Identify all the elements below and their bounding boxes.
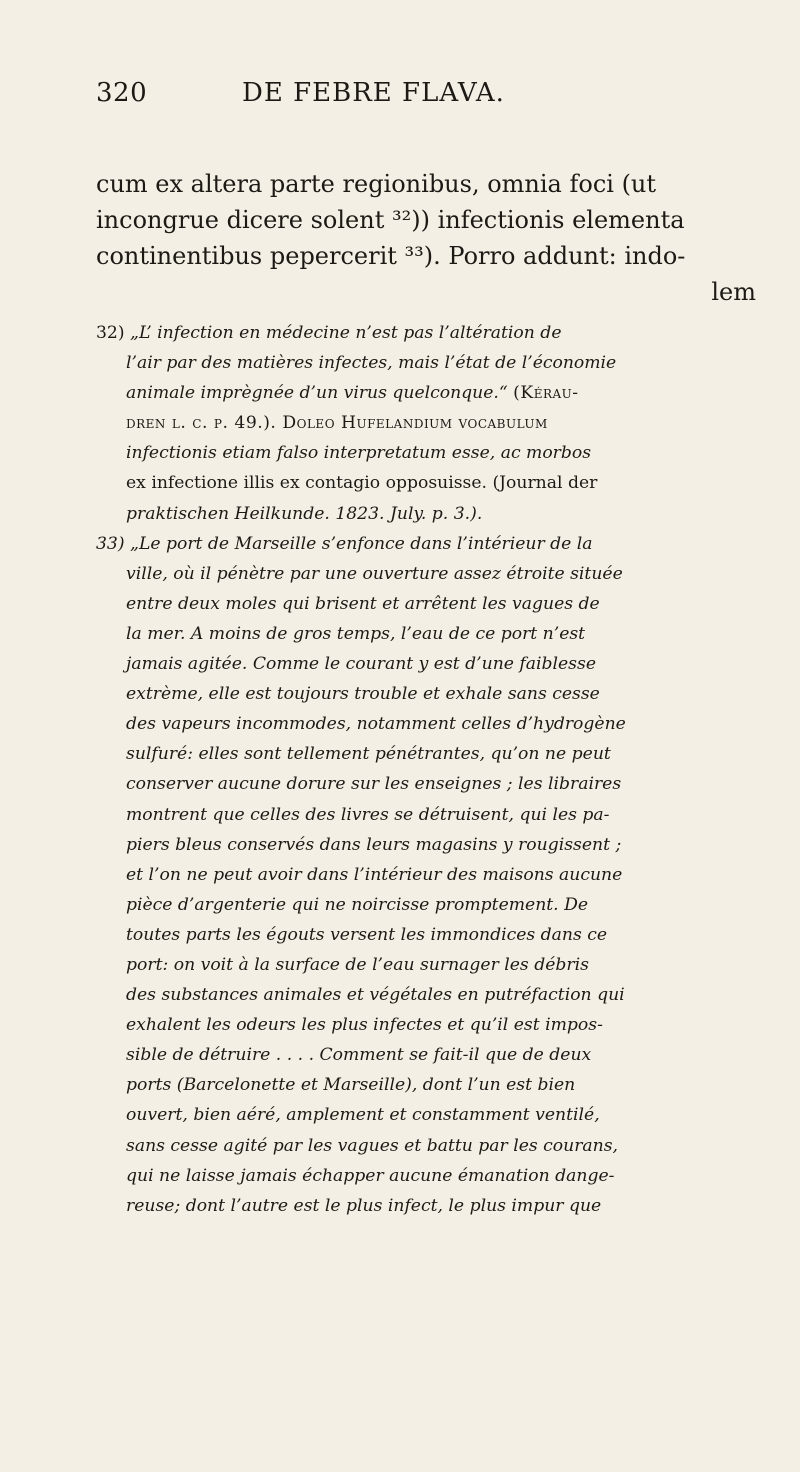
footnote-text: dren l. c. p. 49.). Doleo Hufelandium vocabulum	[126, 413, 548, 434]
page-header	[96, 78, 736, 118]
footnote-text: extrème, elle est toujours trouble et exhale sans cesse	[126, 684, 600, 705]
footnote-text: des substances animales et végétales en putréfaction qui	[126, 985, 625, 1006]
text-line: cum ex altera parte regionibus, omnia foci (ut	[96, 170, 657, 198]
footnotes	[96, 318, 756, 1221]
footnote-text: sulfuré: elles sont tellement pénétrantes, qu’on ne peut	[126, 744, 611, 765]
footnote-text: sans cesse agité par les vagues et battu par les courans,	[126, 1135, 619, 1156]
footnote-text: ex infectione illis ex contagio opposuisse. (Journal der	[126, 473, 598, 494]
footnote-text: ports (Barcelonette et Marseille), dont l’un est bien	[126, 1075, 576, 1096]
footnote-text: piers bleus conservés dans leurs magasins y rougissent ;	[126, 834, 622, 855]
footnote-text: „L’ infection en médecine n’est pas l’altération de	[130, 323, 562, 343]
footnote-text: entre deux moles qui brisent et arrêtent les vagues de	[126, 593, 600, 614]
author-name: (Kérau-	[513, 383, 579, 404]
footnote-text: infectionis etiam falso interpretatum esse, ac morbos	[126, 443, 592, 464]
footnote-text: montrent que celles des livres se détruisent, qui les pa-	[126, 804, 610, 825]
running-title: DE FEBRE FLAVA.	[242, 78, 505, 108]
footnote-text: des vapeurs incommodes, notamment celles d’hydrogène	[126, 714, 626, 735]
footnote-text: qui ne laisse jamais échapper aucune émanation dange-	[126, 1165, 615, 1186]
footnote-text: conserver aucune dorure sur les enseignes ; les libraires	[126, 774, 622, 795]
footnote-text: ouvert, bien aéré, amplement et constamment ventilé,	[126, 1105, 600, 1126]
footnote-text: la mer. A moins de gros temps, l’eau de ce port n’est	[126, 623, 586, 644]
footnote-33	[96, 529, 756, 1221]
footnote-text: jamais agitée. Comme le courant y est d’une faiblesse	[126, 654, 596, 675]
footnote-text: pièce d’argenterie qui ne noircisse promptement. De	[126, 894, 589, 915]
footnote-number: 32)	[96, 323, 131, 343]
footnote-text: praktischen Heilkunde. 1823. July. p. 3.).	[126, 503, 483, 524]
main-text	[96, 166, 756, 310]
footnote-text: ville, où il pénètre par une ouverture assez étroite située	[126, 563, 623, 584]
footnote-text: port: on voit à la surface de l’eau surnager les débris	[126, 954, 589, 975]
footnote-text: toutes parts les égouts versent les immondices dans ce	[126, 924, 608, 945]
footnote-text: l’air par des matières infectes, mais l’état de l’économie	[126, 353, 617, 374]
page-number: 320	[96, 78, 148, 108]
footnote-32	[96, 318, 756, 529]
footnote-text: exhalent les odeurs les plus infectes et qu’il est impos-	[126, 1015, 603, 1036]
text-line: lem	[711, 278, 756, 306]
footnote-text: reuse; dont l’autre est le plus infect, le plus impur que	[126, 1195, 602, 1216]
footnote-text: 33) „Le port de Marseille s’enfonce dans l’intérieur de la	[96, 533, 593, 554]
text-line: incongrue dicere solent ³²)) infectionis elementa	[96, 206, 685, 234]
footnote-text: sible de détruire . . . . Comment se fait-il que de deux	[126, 1045, 592, 1066]
footnote-text: animale imprègnée d’un virus quelconque.“	[126, 383, 508, 404]
text-line: continentibus pepercerit ³³). Porro addunt: indo-	[96, 242, 686, 270]
footnote-text: et l’on ne peut avoir dans l’intérieur des maisons aucune	[126, 864, 623, 885]
